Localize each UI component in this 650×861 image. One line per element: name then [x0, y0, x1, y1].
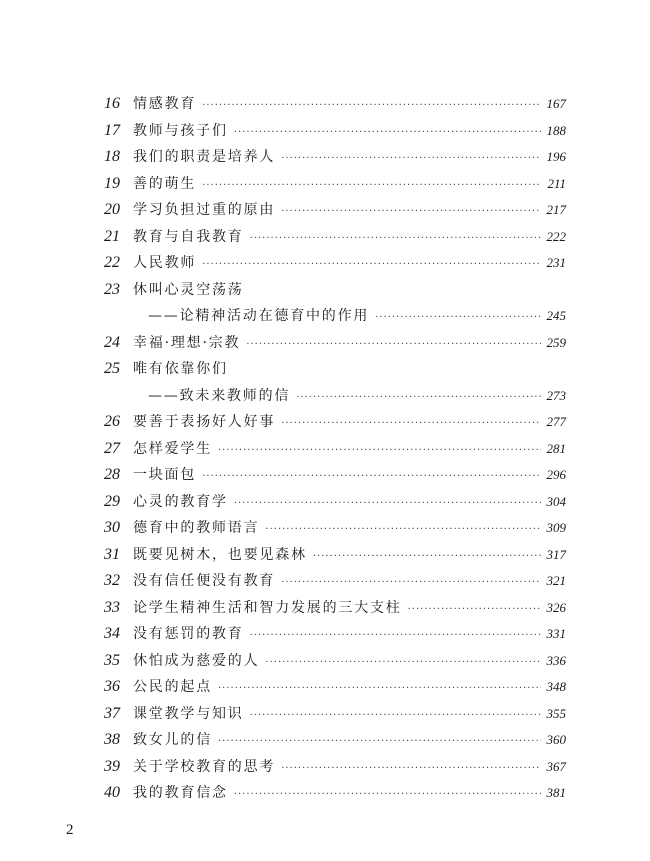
entry-title: 教师与孩子们 [133, 122, 228, 139]
toc-entry[interactable] [0, 648, 650, 675]
toc-entry-subtitle-line[interactable] [0, 383, 650, 410]
dot-leader [234, 782, 541, 809]
toc-entry[interactable] [0, 727, 650, 754]
entry-title: 没有惩罚的教育 [133, 626, 244, 642]
entry-title: 没有信任便没有教育 [133, 573, 276, 589]
toc-entry[interactable] [0, 171, 650, 198]
toc-entry-subtitle-line[interactable] [0, 303, 650, 330]
entry-title: 关于学校教育的思考 [133, 758, 276, 775]
entry-number: 35 [104, 651, 120, 669]
entry-title: 情感教育 [133, 96, 197, 112]
toc-entry[interactable] [0, 674, 650, 701]
dot-leader [281, 756, 540, 783]
entry-page: 167 [546, 96, 566, 111]
entry-number: 20 [104, 201, 120, 218]
toc-entry[interactable] [0, 489, 650, 516]
toc-entry[interactable] [0, 542, 650, 569]
toc-entry[interactable] [0, 277, 650, 304]
dot-leader [202, 173, 541, 200]
entry-number: 27 [104, 439, 120, 457]
dot-leader [218, 729, 541, 756]
toc-entry[interactable] [0, 91, 650, 118]
entry-number: 16 [104, 95, 120, 112]
entry-number: 32 [104, 572, 120, 589]
entry-title: 论学生精神生活和智力发展的三大支柱 [133, 599, 402, 616]
dot-leader [250, 703, 541, 730]
entry-number: 31 [104, 545, 120, 563]
entry-title: 休叫心灵空荡荡 [133, 281, 244, 298]
dot-leader [265, 650, 540, 677]
entry-number: 28 [104, 466, 120, 483]
entry-title: 人民教师 [133, 255, 197, 271]
toc-entry[interactable] [0, 780, 650, 807]
entry-number: 24 [104, 333, 120, 351]
entry-title: 德育中的教师语言 [133, 520, 260, 536]
entry-number: 36 [104, 678, 120, 695]
dot-leader [296, 385, 540, 412]
entry-number: 39 [104, 757, 120, 775]
entry-subtitle: ——论精神活动在德育中的作用 [148, 308, 370, 324]
entry-page: 188 [546, 122, 566, 138]
page-number: 2 [66, 822, 74, 838]
entry-number: 22 [104, 254, 120, 271]
dot-leader [246, 332, 540, 359]
toc-entry[interactable] [0, 462, 650, 489]
entry-title: 致女儿的信 [133, 732, 212, 748]
toc-entry[interactable] [0, 197, 650, 224]
entry-number: 23 [104, 280, 120, 298]
entry-title: 幸福·理想·宗教 [133, 334, 241, 351]
dot-leader [218, 438, 541, 465]
toc-entry[interactable] [0, 515, 650, 542]
entry-number: 17 [104, 121, 120, 139]
entry-page: 259 [546, 334, 566, 350]
toc-entry[interactable] [0, 436, 650, 463]
dot-leader [234, 491, 541, 518]
entry-title: 怎样爱学生 [133, 440, 212, 457]
dot-leader [202, 93, 540, 120]
entry-page: 217 [546, 202, 566, 217]
entry-page: 331 [546, 626, 566, 641]
entry-number: 29 [104, 492, 120, 510]
entry-number: 18 [104, 148, 120, 165]
dot-leader [408, 597, 541, 624]
entry-number: 33 [104, 598, 120, 616]
dot-leader [234, 120, 541, 147]
toc-entry[interactable] [0, 595, 650, 622]
toc-entry[interactable] [0, 250, 650, 277]
toc-entry[interactable] [0, 621, 650, 648]
entry-title: 休怕成为慈爱的人 [133, 652, 260, 669]
dot-leader [218, 676, 541, 703]
dot-leader [281, 199, 540, 226]
table-of-contents [0, 91, 650, 807]
dot-leader [313, 544, 541, 571]
toc-entry[interactable] [0, 330, 650, 357]
entry-page: 304 [546, 493, 566, 509]
dot-leader [202, 464, 540, 491]
toc-entry[interactable] [0, 144, 650, 171]
entry-page: 367 [546, 758, 566, 774]
dot-leader [250, 226, 541, 253]
entry-number: 26 [104, 413, 120, 430]
entry-title: 善的萌生 [133, 175, 197, 192]
entry-page: 231 [546, 255, 566, 270]
entry-title: 我的教育信念 [133, 785, 228, 801]
entry-page: 281 [546, 440, 566, 456]
entry-number: 25 [104, 360, 120, 377]
entry-page: 273 [546, 387, 566, 403]
entry-page: 245 [546, 308, 566, 323]
entry-number: 37 [104, 704, 120, 722]
entry-page: 348 [546, 679, 566, 694]
entry-page: 326 [546, 599, 566, 615]
entry-title: 公民的起点 [133, 679, 212, 695]
toc-entry[interactable] [0, 568, 650, 595]
toc-entry[interactable] [0, 409, 650, 436]
dot-leader [202, 252, 540, 279]
entry-page: 381 [546, 785, 566, 800]
toc-entry[interactable] [0, 118, 650, 145]
entry-title: 学习负担过重的原由 [133, 202, 276, 218]
entry-page: 196 [546, 149, 566, 164]
entry-title: 教育与自我教育 [133, 228, 244, 245]
entry-page: 317 [546, 546, 566, 562]
entry-page: 355 [546, 705, 566, 721]
dot-leader [250, 623, 541, 650]
entry-page: 277 [546, 414, 566, 429]
dot-leader [375, 305, 540, 332]
entry-page: 222 [546, 228, 566, 244]
entry-number: 19 [104, 174, 120, 192]
toc-entry[interactable] [0, 754, 650, 781]
entry-title: 一块面包 [133, 467, 197, 483]
entry-number: 21 [104, 227, 120, 245]
entry-page: 296 [546, 467, 566, 482]
entry-title: 唯有依靠你们 [133, 361, 228, 377]
entry-title: 既要见树木，也要见森林 [133, 546, 307, 563]
entry-page: 309 [546, 520, 566, 535]
dot-leader [281, 570, 540, 597]
entry-title: 课堂教学与知识 [133, 705, 244, 722]
entry-number: 40 [104, 784, 120, 801]
entry-page: 211 [547, 175, 566, 191]
entry-title: 心灵的教育学 [133, 493, 228, 510]
entry-subtitle: ——致未来教师的信 [148, 387, 291, 404]
entry-number: 34 [104, 625, 120, 642]
entry-page: 321 [546, 573, 566, 588]
entry-title: 要善于表扬好人好事 [133, 414, 276, 430]
toc-entry[interactable] [0, 356, 650, 383]
entry-number: 30 [104, 519, 120, 536]
dot-leader [265, 517, 540, 544]
dot-leader [281, 146, 540, 173]
entry-page: 360 [546, 732, 566, 747]
entry-number: 38 [104, 731, 120, 748]
toc-entry[interactable] [0, 224, 650, 251]
dot-leader [281, 411, 540, 438]
toc-entry[interactable] [0, 701, 650, 728]
entry-title: 我们的职责是培养人 [133, 149, 276, 165]
entry-page: 336 [546, 652, 566, 668]
